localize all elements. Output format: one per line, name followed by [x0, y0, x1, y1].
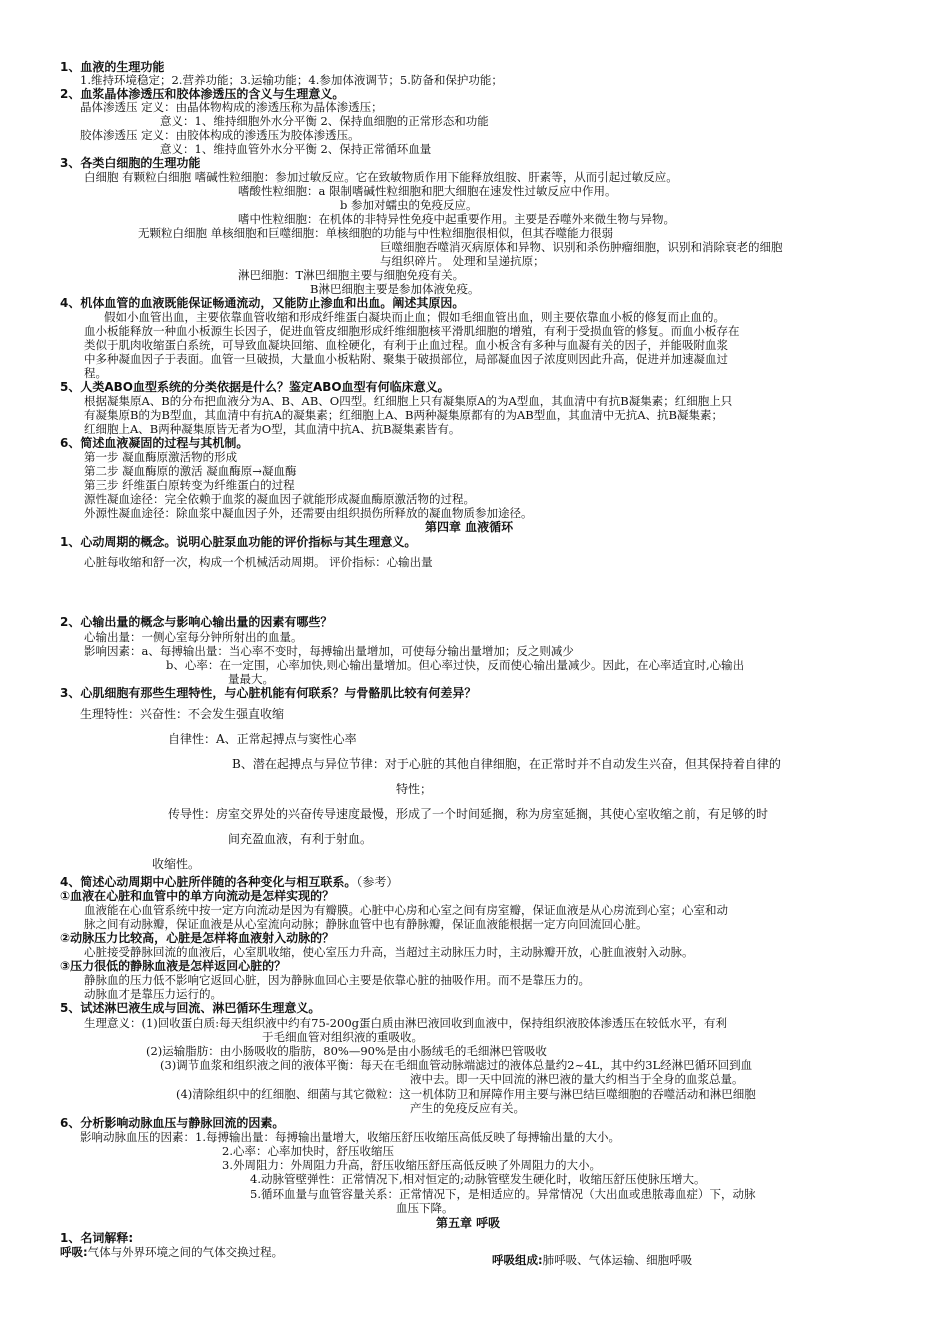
text-line: 源性凝血途径：完全依赖于血浆的凝血因子就能形成凝血酶原激活物的过程。: [84, 492, 475, 506]
text-line: 血液能在心血管系统中按一定方向流动是因为有瓣膜。心脏中心房和心室之间有房室瓣，保证血液是从心房流到心室；心室和动: [84, 903, 728, 917]
text-line: 脉之间有动脉瓣，保证血液是从心室流向动脉；静脉血管中也有静脉瓣，保证血液能根据一定方向回流回心脏。: [84, 917, 648, 931]
text-line: 嗜酸性粒细胞：a 限制嗜碱性粒细胞和肥大细胞在速发性过敏反应中作用。: [238, 184, 617, 198]
text-line: 特性；: [396, 782, 433, 796]
text-line: 液中去。即一天中回流的淋巴液的量大约相当于全身的血浆总量。: [410, 1072, 744, 1086]
section-title: 3、心肌细胞有那些生理特性，与心脏机能有何联系？与骨骼肌比较有何差异？: [60, 686, 477, 700]
text-line: 3.外周阻力：外周阻力升高，舒压收缩压舒压高低反映了外周阻力的大小。: [222, 1158, 601, 1172]
text-line: 传导性：房室交界处的兴奋传导速度最慢，形成了一个时间延搁，称为房室延搁，其使心室收缩之前，有足够的时: [168, 807, 769, 821]
text-line: 心脏接受静脉回流的血液后，心室肌收缩，使心室压力升高，当超过主动脉压力时，主动脉瓣开放，心脏血液射入动脉。: [84, 945, 694, 959]
text-line: 5.循环血量与血管容量关系：正常情况下，是相适应的。异常情况（大出血或患脓毒血症）下，动脉: [250, 1187, 756, 1201]
text-line: 第一步 凝血酶原激活物的形成: [84, 450, 238, 464]
text-line: 红细胞上A、B两种凝集原皆无者为O型，其血清中抗A、抗B凝集素皆有。: [84, 422, 461, 436]
section-title: 1、名词解释:: [60, 1231, 134, 1245]
text-line: 中多种凝血因子于表面。血管一旦破损，大量血小板粘附、聚集于破损部位，局部凝血因子浓度则因此升高，促进并加速凝血过: [84, 352, 728, 366]
text-line: 巨噬细胞吞噬消灭病原体和异物、识别和杀伤肿瘤细胞，识别和消除衰老的细胞: [380, 240, 783, 254]
text-line: 2.心率：心率加快时，舒压收缩压: [222, 1144, 394, 1158]
text-line: 胶体渗透压 定义：由胶体构成的渗透压为胶体渗透压。: [80, 128, 360, 142]
text-line: 第二步 凝血酶原的激活 凝血酶原→凝血酶: [84, 464, 297, 478]
section-title-text: 4、简述心动周期中心脏所伴随的各种变化与相互联系。: [60, 875, 357, 889]
text-line: 于毛细血管对组织液的重吸收。: [262, 1030, 423, 1044]
question-title: ②动脉压力比较高，心脏是怎样将血液射入动脉的？: [60, 931, 335, 945]
definition: 肺呼吸、气体运输、细胞呼吸: [542, 1253, 693, 1267]
text-line: b、心率：在一定围，心率加快,则心输出量增加。但心率过快，反而使心输出量减少。因此，在心率适宜时,心输出: [166, 658, 745, 672]
text-line: 生理意义：(1)回收蛋白质:每天组织液中约有75-200g蛋白质由淋巴液回收到血液中，保持组织液胶体渗透压在较低水平，有利: [84, 1016, 727, 1030]
text-line: 假如小血管出血，主要依靠血管收缩和形成纤维蛋白凝块而止血；假如毛细血管出血，则主要依靠血小板的修复而止血的。: [104, 310, 725, 324]
section-title: 6、简述血液凝固的过程与其机制。: [60, 436, 249, 450]
section-title: [60, 876, 398, 889]
section-title: 1、心动周期的概念。说明心脏泵血功能的评价指标与其生理意义。: [60, 535, 417, 549]
text-line: B淋巴细胞主要是参加体液免疫。: [310, 282, 480, 296]
text-line: 静脉血的压力低不影响它返回心脏，因为静脉血回心主要是依靠心脏的抽吸作用。而不是靠压力的。: [84, 973, 590, 987]
text-line: 晶体渗透压 定义：由晶体物构成的渗透压称为晶体渗透压；: [80, 100, 383, 114]
question-title: ③压力很低的静脉血液是怎样返回心脏的？: [60, 959, 287, 973]
text-line: 程。: [84, 366, 107, 380]
text-line: b 参加对蠕虫的免疫反应。: [340, 198, 478, 212]
section-title: 6、分析影响动脉血压与静脉回流的因素。: [60, 1116, 285, 1130]
section-title: 4、机体血管的血液既能保证畅通流动，又能防止渗血和出血。阐述其原因。: [60, 296, 465, 310]
text-line: 有凝集原B的为B型血，其血清中有抗A的凝集素；红细胞上A、B两种凝集原都有的为AB型血，其血清中无抗A、抗B凝集素；: [84, 408, 723, 422]
text-line: (4)清除组织中的红细胞、细菌与其它微粒：这一机体防卫和屏障作用主要与淋巴结巨噬细胞的吞噬活动和淋巴细胞: [176, 1087, 756, 1101]
text-line: 4.动脉管壁弹性：正常情况下,相对恒定的;动脉管壁发生硬化时，收缩压舒压使脉压增大。: [250, 1172, 706, 1186]
text-line: 意义：1、维持细胞外水分平衡 2、保持血细胞的正常形态和功能: [160, 114, 489, 128]
text-line: 外源性凝血途径：除血浆中凝血因子外，还需要由组织损伤所释放的凝血物质参加途径。: [84, 506, 533, 520]
text-line: (2)运输脂肪：由小肠吸收的脂肪，80%—90%是由小肠绒毛的毛细淋巴管吸收: [146, 1044, 547, 1058]
text-line: 产生的免疫反应有关。: [410, 1101, 525, 1115]
text-line: 第三步 纤维蛋白原转变为纤维蛋白的过程: [84, 478, 295, 492]
definition-line: [60, 1246, 283, 1259]
text-line: 血小板能释放一种血小板源生长因子，促进血管皮细胞形成纤维细胞核平滑肌细胞的增殖，有利于受损血管的修复。而血小板存在: [84, 324, 740, 338]
section-title: 2、心输出量的概念与影响心输出量的因素有哪些？: [60, 615, 333, 629]
text-line: 心输出量：一侧心室每分钟所射出的血量。: [84, 630, 303, 644]
text-line: 影响因素：a、每搏输出量：当心率不变时，每搏输出量增加，可使每分输出量增加；反之则减少: [84, 644, 574, 658]
definition-line: [492, 1254, 692, 1267]
section-title: 2、血浆晶体渗透压和胶体渗透压的含义与生理意义。: [60, 87, 345, 101]
text-line: 收缩性。: [152, 857, 201, 871]
text-line: 1.维持环境稳定；2.营养功能；3.运输功能；4.参加体液调节；5.防备和保护功能；: [80, 73, 503, 87]
section-title: 3、各类白细胞的生理功能: [60, 156, 201, 170]
text-line: 根据凝集原A、B的分布把血液分为A、B、AB、O四型。红细胞上只有凝集原A的为A型血，其血清中有抗B凝集素；红细胞上只: [84, 394, 733, 408]
reference-note: （参考）: [356, 875, 399, 889]
text-line: 血压下降。: [396, 1201, 454, 1215]
text-line: 与组织碎片。 处理和呈递抗原；: [380, 254, 545, 268]
question-title: ①血液在心脏和血管中的单方向流动是怎样实现的？: [60, 889, 335, 903]
section-title: 5、人类ABO血型系统的分类依据是什么？鉴定ABO血型有何临床意义。: [60, 380, 450, 394]
text-line: 自律性：A、正常起搏点与窦性心率: [168, 732, 357, 746]
text-line: 生理特性：兴奋性：不会发生强直收缩: [80, 707, 285, 721]
text-line: 嗜中性粒细胞：在机体的非特异性免疫中起重要作用。主要是吞噬外来微生物与异物。: [238, 212, 675, 226]
text-line: 心脏每收缩和舒一次，构成一个机械活动周期。 评价指标：心输出量: [84, 555, 433, 569]
text-line: 淋巴细胞：T淋巴细胞主要与细胞免疫有关。: [238, 268, 465, 282]
definition: 气体与外界环境之间的气体交换过程。: [87, 1245, 284, 1259]
text-line: 量最大。: [228, 672, 274, 686]
text-line: (3)调节血浆和组织液之间的液体平衡：每天在毛细血管动脉端滤过的液体总量约2~4L，其中约3L经淋巴循环回到血: [160, 1058, 753, 1072]
section-title: 5、试述淋巴液生成与回流、淋巴循环生理意义。: [60, 1001, 321, 1015]
chapter-heading: 第五章 呼吸: [436, 1216, 501, 1230]
text-line: 无颗粒白细胞 单核细胞和巨噬细胞：单核细胞的功能与中性粒细胞很相似，但其吞噬能力很弱: [138, 226, 614, 240]
text-line: 动脉血才是靠压力运行的。: [84, 987, 222, 1001]
text-line: 白细胞 有颗粒白细胞 嗜碱性粒细胞：参加过敏反应。它在致敏物质作用下能释放组胺、肝素等，从而引起过敏反应。: [84, 170, 678, 184]
text-line: 影响动脉血压的因素：1.每搏输出量：每搏输出量增大，收缩压舒压收缩压高低反映了每搏输出量的大小。: [80, 1130, 620, 1144]
chapter-heading: 第四章 血液循环: [425, 520, 514, 534]
text-line: 意义：1、维持血管外水分平衡 2、保持正常循环血量: [160, 142, 432, 156]
term: 呼吸:: [60, 1245, 88, 1259]
text-line: 间充盈血液，有利于射血。: [228, 832, 373, 846]
term: 呼吸组成:: [492, 1253, 543, 1267]
text-line: 类似于肌肉收缩蛋白系统，可导致血凝块回缩、血栓硬化，有利于止血过程。血小板含有多种与血凝有关的因子，并能吸附血浆: [84, 338, 728, 352]
text-line: B、潜在起搏点与异位节律：对于心脏的其他自律细胞，在正常时并不自动发生兴奋，但其保持着自律的: [232, 757, 781, 771]
section-title: 1、血液的生理功能: [60, 60, 165, 74]
